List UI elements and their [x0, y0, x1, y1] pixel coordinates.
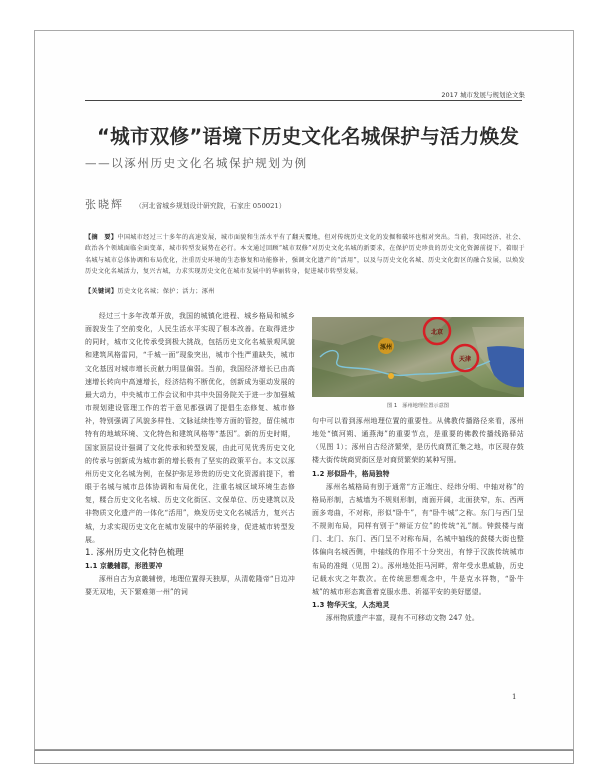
figure-map: [312, 317, 524, 397]
page-number: 1: [512, 693, 517, 701]
header-rule: [85, 100, 522, 101]
page-bottom-edge: [34, 750, 574, 764]
section-1-heading: 1. 涿州历史文化特色梳理: [85, 547, 184, 558]
keywords-label: 【关键词】: [85, 288, 118, 295]
article-title: “城市双修”语境下历史文化名城保护与活力焕发: [97, 125, 520, 148]
bohai-sea: [487, 346, 524, 387]
running-head: 2017 城市发展与规划论文集: [441, 91, 525, 99]
author-affiliation: （河北省城乡规划设计研究院，石家庄 050021）: [135, 202, 286, 210]
right-column: [312, 415, 524, 625]
figure-caption: 图 1 涿州地理位置示意图: [386, 403, 449, 409]
section-1-1-paragraph: 涿州自古为京畿辅傍，地理位置得天独厚，从清乾隆帝“日边冲要无双地，天下繁难第一州”的词: [85, 574, 295, 597]
abstract: [85, 232, 525, 278]
satellite-map: [312, 317, 524, 397]
section-1-3-paragraph: 涿州物质遗产丰富，现有不可移动文物 247 处。: [325, 614, 479, 623]
map-label-tianjin: 天津: [458, 356, 471, 363]
abstract-text: 中国城市经过三十多年的高速发展，城市面貌和生活水平有了翻天覆地，但对传统历史文化的发掘和破坏也相对突出。当前，我国经济、社会、政治各个领域面临全面变革，城市转型发展势在必行。本文通过回顾“城市双修”对历史文化名城的新要求，在保护历史珍贵的历史文化资源前提下，着眼于名城与城市总体协调和布局优化，注重历史环境的生态修复和功能修补，强调文化遗产的“活用”，以及与历史文化名城、历史文化街区的融合发展，以焕发历史文化名城活力，复兴古城，力求实现历史文化在城市发展中的华丽转身，促进城市转型发展。: [85, 234, 525, 276]
location-dot: [388, 373, 394, 379]
left-column: [85, 310, 295, 599]
article-subtitle: ——以涿州历史文化名城保护规划为例: [85, 156, 308, 170]
map-label-zhuozhou: 涿州: [379, 344, 392, 351]
intro-paragraph: 经过三十多年改革开放，我国的城镇化进程、城乡格局和城乡面貌发生了空前变化，人民生活水平实现了根本改善。在取得进步的同时，城市文化传承受到极大挑战，包括历史文化名城景观风貌和建筑风格雷同，“千城一面”现象突出，城市个性严重缺失，城市文化基因对城市增长贡献力明显偏弱。当前，我国经济增长已由高速增长转向中高速增长，经济结构不断优化，创新成为驱动发展的最大动力，中央城市工作会议和中共中央国务院关于进一步加强城市规划建设管理工作的若干意见都强调了提倡生态修复、城市修补，特别强调了风貌多样性、文脉延续性等方面的管控，留住城市特有的地域环境、文化特色和建筑风格等“基因”。新的历史时期，国家顶层设计强调了文化传承和转型发展，由此可见优秀历史文化的传承与创新成为城市新的增长极有了坚实的政策平台。本文以涿州历史文化名城为例，在保护弥足珍贵的历史文化资源前提下，着眼于名城与城市总体协调和布局优化，注重名城区域环境生态修复，糅合历史文化名城、历史文化街区、文保单位、历史建筑以及非物质文化遗产的一体化“活用”，焕发历史文化名城活力，复兴古城，力求实现历史文化在城市发展中的华丽转身，促进城市转型发展。: [85, 312, 295, 544]
map-label-beijing: 北京: [430, 329, 443, 336]
keywords-text: 历史文化名城；保护；活力；涿州: [117, 288, 215, 295]
abstract-label: 【摘 要】: [85, 234, 118, 241]
author-line: [85, 193, 286, 212]
keywords: [85, 286, 215, 295]
section-1-1-heading: 1.1 京畿辅郡，形胜要冲: [85, 561, 163, 570]
section-1-2-heading: 1.2 形似卧牛，格局独特: [312, 469, 390, 478]
continuation-paragraph: 句中可以看到涿州地理位置的重要性。从佛教传播路径来看，涿州地处“镇河朔、通燕海”的重要节点，是重要的佛教传播线路驿站（见图 1）；涿州自古经济繁荣，是历代商贾汇集之地，市区现存鼓楼大街传统商贸街区是对商贸繁荣的某种写照。: [312, 417, 524, 465]
section-1-2-paragraph: 涿州名城格局有别于通常“方正端庄、经纬分明、中轴对称”的格局形制，古城墙为不规则形制，南面开阔，北面狭窄，东、西两面多弯曲，不对称，形似“卧牛”，有“卧牛城”之称。东门与西门呈不规则布局，同样有别于“辩证方位”的传统“礼”制。钟鼓楼与南门、北门、东门、西门呈不对称布局，名城中轴线的鼓楼大街也整体偏向名城西侧，中轴线的作用不十分突出，有悖于汉族传统城市布局的准绳（见图 2）。涿州地处拒马河畔，常年受水患威胁，历史记载水灾之年数次。在传统思想观念中，牛是克水祥物，“卧牛城”的城市形态寓意着克服水患、祈福平安的美好愿望。: [312, 482, 524, 596]
section-1-3-heading: 1.3 物华天宝，人杰地灵: [312, 601, 390, 610]
author-name: 张晓辉: [85, 198, 124, 211]
